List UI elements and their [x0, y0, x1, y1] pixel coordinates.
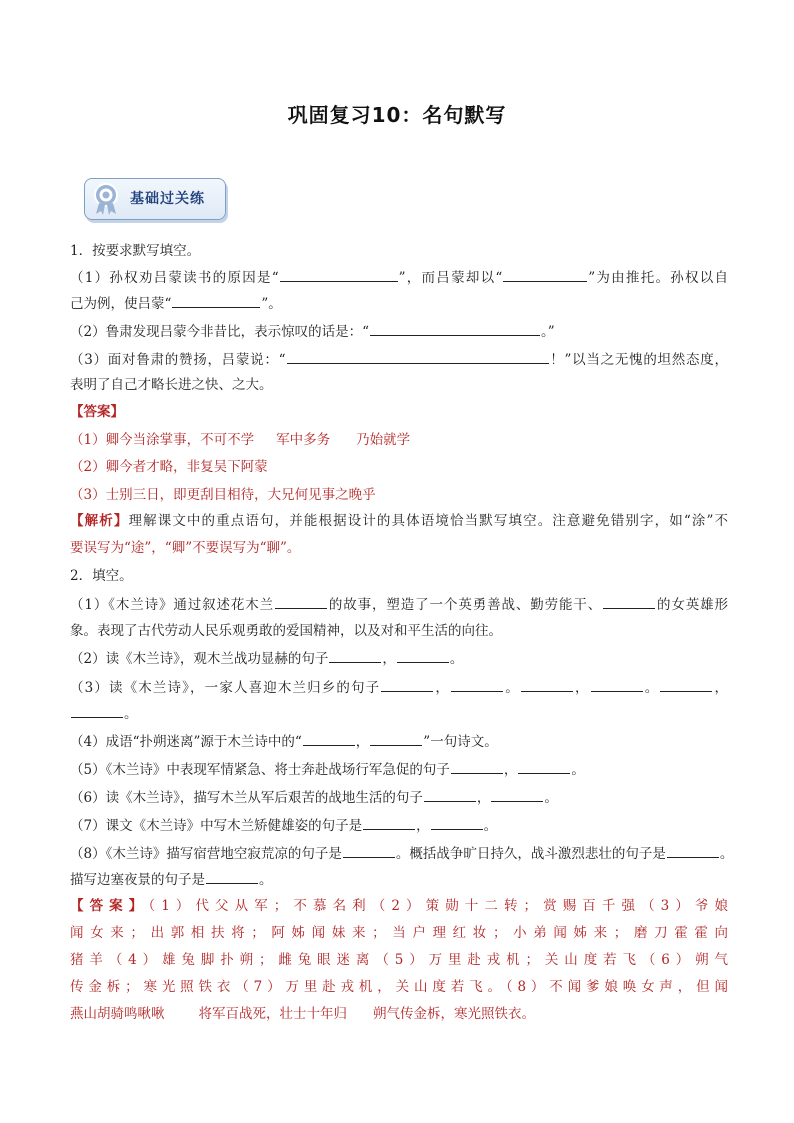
q2-part3-line1: （3）读《木兰诗》，一家人喜迎木兰归乡的句子 ， 。 ， 。 ， [70, 677, 728, 698]
q1-answer-label: 【答案】 [70, 404, 124, 420]
q2-part6: （6）读《木兰诗》，描写木兰从军后艰苦的战地生活的句子 ， 。 [70, 787, 728, 808]
q2-part1-line1: （1）《木兰诗》通过叙述花木兰 的故事，塑造了一个英勇善战、勤劳能干、 的女英雄形 [70, 594, 728, 615]
fill-blank [303, 731, 355, 746]
fill-blank [287, 349, 549, 364]
fill-blank [491, 787, 543, 802]
ribbon-medal-icon [90, 182, 122, 216]
fill-blank [397, 648, 449, 663]
badge-label: 基础过关练 [130, 191, 205, 207]
q1-part3-line2: 表明了自己才略长进之快、之大。 [70, 377, 273, 393]
q2-part1-line2: 象。表现了古代劳动人民乐观勇敢的爱国精神，以及对和平生活的向往。 [70, 623, 502, 639]
q2-part8-line1: （8）《木兰诗》描写宿营地空寂荒凉的句子是 。概括战争旷日持久，战斗激烈悲壮的句子是 。 [70, 843, 728, 864]
q1-answer-1: （1）卿今当涂掌事，不可不学 军中多务 乃始就学 [70, 432, 411, 448]
q1-analysis-line1: 【解析】理解课文中的重点语句，并能根据设计的具体语境恰当默写填空。注意避免错别字，如“涂”不 [70, 513, 728, 529]
fill-blank [451, 759, 503, 774]
q2-answer-line5: 燕山胡骑鸣啾啾 将军百战死，壮士十年归 朔气传金柝，寒光照铁衣。 [70, 1006, 535, 1022]
q1-analysis-line2: 要误写为“途”，“卿”不要误写为“聊”。 [70, 540, 301, 556]
q1-part2: （2）鲁肃发现吕蒙今非昔比，表示惊叹的话是：“ 。” [70, 321, 728, 342]
q2-answer-line3: 猪羊（4）雄兔脚扑朔；雌兔眼迷离（5）万里赴戎机；关山度若飞（6）朔气 [70, 952, 729, 968]
q1-answer-3: （3）士别三日，即更刮目相待，大兄何见事之晚乎 [70, 487, 376, 503]
fill-blank [521, 677, 573, 692]
q2-part5: （5）《木兰诗》中表现军情紧急、将士奔赴战场行军急促的句子 ， 。 [70, 759, 728, 780]
q2-heading: 2．填空。 [70, 568, 133, 584]
q2-answer-line2: 闻女来；出郭相扶将；阿姊闻妹来；当户理红妆；小弟闻姊来；磨刀霍霍向 [70, 925, 728, 941]
fill-blank [431, 815, 483, 830]
section-badge [78, 174, 228, 224]
q2-answer-line1: 【答案】（1）代父从军；不慕名利（2）策勋十二转；赏赐百千强（3）爷娘 [70, 898, 729, 914]
fill-blank [451, 677, 503, 692]
fill-blank [370, 321, 540, 336]
fill-blank [370, 731, 422, 746]
fill-blank [424, 787, 476, 802]
fill-blank [381, 677, 433, 692]
fill-blank [329, 648, 381, 663]
q2-part7: （7）课文《木兰诗》中写木兰矫健雄姿的句子是 ， 。 [70, 815, 728, 836]
q2-part2: （2）读《木兰诗》，观木兰战功显赫的句子 ， 。 [70, 648, 728, 669]
q1-part1-line1: （1）孙权劝吕蒙读书的原因是“ ”，而吕蒙却以“ ”为由推托。孙权以自 [70, 267, 728, 288]
q2-part8-line2: 描写边塞夜景的句子是 。 [70, 869, 728, 890]
fill-blank [591, 677, 643, 692]
fill-blank [518, 759, 570, 774]
fill-blank [172, 293, 260, 308]
fill-blank [503, 267, 587, 282]
q1-part1-line2: 己为例，使吕蒙“ ”。 [70, 293, 728, 314]
fill-blank [206, 869, 258, 884]
q2-answer-line4: 传金柝；寒光照铁衣（7）万里赴戎机，关山度若飞。（8）不闻爹娘唤女声，但闻 [70, 979, 729, 995]
fill-blank [275, 594, 327, 609]
q1-answer-2: （2）卿今者才略，非复吴下阿蒙 [70, 459, 268, 475]
q2-part3-line2: 。 [70, 703, 728, 724]
fill-blank [667, 843, 719, 858]
q1-part3-line1: （3）面对鲁肃的赞扬，吕蒙说：“ ！”以当之无愧的坦然态度， [70, 349, 728, 370]
fill-blank [363, 815, 415, 830]
q1-heading: 1．按要求默写填空。 [70, 243, 201, 259]
q2-part4: （4）成语“扑朔迷离”源于木兰诗中的“ ， ”一句诗文。 [70, 731, 728, 752]
fill-blank [71, 703, 123, 718]
fill-blank [660, 677, 712, 692]
fill-blank [603, 594, 655, 609]
fill-blank [280, 267, 398, 282]
page-title: 巩固复习10：名句默写 [287, 103, 507, 127]
fill-blank [343, 843, 395, 858]
